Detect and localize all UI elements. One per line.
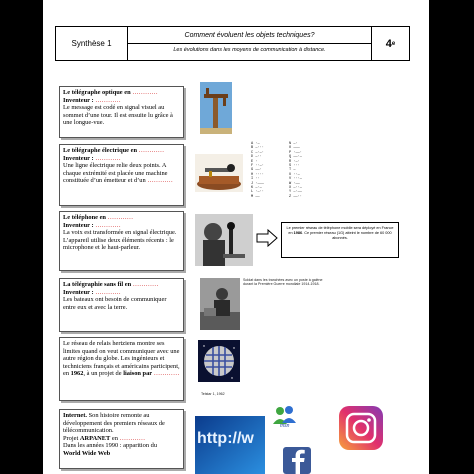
- card-inventor: Inventeur :: [63, 221, 94, 229]
- blank-line: …………: [147, 177, 173, 185]
- card-satellite-relay: [59, 337, 184, 401]
- blank-line: …………: [132, 89, 158, 96]
- card-electric-telegraph: [59, 144, 184, 206]
- facebook-logo: [283, 447, 311, 474]
- card-body: Les bateaux ont besoin de communiquer entre eux et avec la terre.: [63, 296, 167, 311]
- header-level-sup: e: [391, 40, 396, 47]
- card-body: [63, 340, 180, 378]
- instagram-logo: [338, 405, 384, 451]
- card-arpanet-pre: Projet: [63, 434, 79, 442]
- http-text: http://w: [197, 430, 254, 447]
- trench-radio-photo: [200, 278, 240, 330]
- card-body: La voix est transformée en signal électrique. L’appareil utilise deux éléments récents : le microphone et le haut-parleur.: [63, 229, 177, 252]
- card-title: Le télégraphe optique en: [63, 89, 131, 96]
- card-body-text: Le réseau de relais hertziens montre ses limites quand on veut communiquer avec une autre région du globe. Les ingénieurs et techniciens français et américains participent, en: [63, 340, 180, 378]
- card-year: 1962: [70, 370, 84, 378]
- telephone-inventor-photo: [195, 214, 253, 266]
- blank-line: …………: [132, 281, 159, 288]
- card-inventor: Inventeur :: [63, 154, 94, 162]
- msn-text: msn: [280, 423, 290, 429]
- arrow-icon: [256, 228, 278, 248]
- card-inventor: Inventeur :: [63, 96, 94, 104]
- blank-line: …………: [95, 221, 121, 229]
- msn-logo: [271, 404, 299, 430]
- blank-line: …………: [95, 96, 121, 104]
- card-title: Le télégraphe électrique en: [63, 147, 138, 154]
- mobile-network-callout: [281, 222, 399, 258]
- blank-line: …………: [138, 147, 165, 154]
- telegraph-key-photo: [195, 154, 243, 192]
- card-body-text: , à un projet de: [83, 370, 122, 378]
- card-internet-title: Internet.: [63, 412, 87, 419]
- header-level-num: 4: [385, 37, 392, 50]
- card-body-text: Une ligne électrique relie deux points. A chaque extrémité est placée une machine constituée d’un émetteur et d’un: [63, 162, 168, 185]
- card-arpanet: [63, 435, 180, 443]
- card-optical-telegraph: [59, 86, 184, 138]
- radio-caption: Soldat dans les tranchées avec un poste à galène durant la Première Guerre mondiale 1914-1918.: [243, 278, 323, 287]
- card-telephone: [59, 211, 184, 271]
- header-synthese: Synthèse 1: [56, 27, 128, 60]
- callout-text-post: . Ce premier réseau (1G) atteint le nombre de 60 000 abonnés.: [302, 230, 392, 240]
- card-body-text: Son histoire remonte au développement des premiers réseaux de télécommunication.: [63, 412, 165, 435]
- blank-line: …………: [95, 154, 121, 162]
- worksheet-header: [55, 26, 410, 61]
- card-inventor: Inventeur :: [63, 288, 94, 296]
- blank-line: …………: [95, 288, 121, 296]
- blank-line: …………: [107, 214, 134, 221]
- blank-line: …………: [119, 434, 146, 442]
- card-body: Dans les années 1990 : apparition du: [63, 442, 158, 450]
- telstar-caption: Telstar 1, 1962: [201, 392, 225, 396]
- optical-telegraph-photo: [200, 82, 232, 134]
- header-middle: [128, 27, 372, 60]
- telstar-satellite-photo: [198, 340, 240, 382]
- card-arpanet-mid: en: [111, 434, 118, 442]
- card-wireless-telegraphy: [59, 278, 184, 332]
- worksheet-page: [43, 0, 429, 474]
- callout-text-pre: Le premier réseau de téléphone mobile sera déployé en France en: [286, 226, 394, 235]
- blank-line: …………: [153, 370, 180, 378]
- header-subtitle: Les évolutions dans les moyens de communication à distance.: [173, 47, 326, 53]
- morse-code-right: N —· O ——— P ·——· Q ——·— R ·—· S ··· T — U ··— V ···— W ·—— X —··— Y —·—— Z ——··: [289, 142, 302, 199]
- card-tail: liaison par: [123, 370, 153, 378]
- card-body: [63, 162, 180, 185]
- card-body: Le message est codé en signal visuel au sommet d’une tour. Il est ensuite lu grâce à une longue-vue.: [63, 104, 173, 127]
- card-www: World Wide Web: [63, 449, 111, 457]
- callout-year: 1986: [293, 230, 303, 235]
- header-question: Comment évoluent les objets techniques?: [184, 32, 315, 39]
- card-internet: [59, 409, 184, 469]
- card-body: [63, 412, 180, 435]
- card-arpanet-name: ARPANET: [79, 434, 111, 442]
- card-title: Le téléphone en: [63, 214, 106, 221]
- card-title: La télégraphie sans fil en: [63, 281, 132, 288]
- http-banner-image: [195, 416, 265, 474]
- morse-code-left: A ·— B —··· C —·—· D —·· E · F ··—· G ——· H ···· I ·· J ·——— K —·— L ·—·· M ——: [251, 142, 264, 199]
- header-level: [372, 27, 409, 60]
